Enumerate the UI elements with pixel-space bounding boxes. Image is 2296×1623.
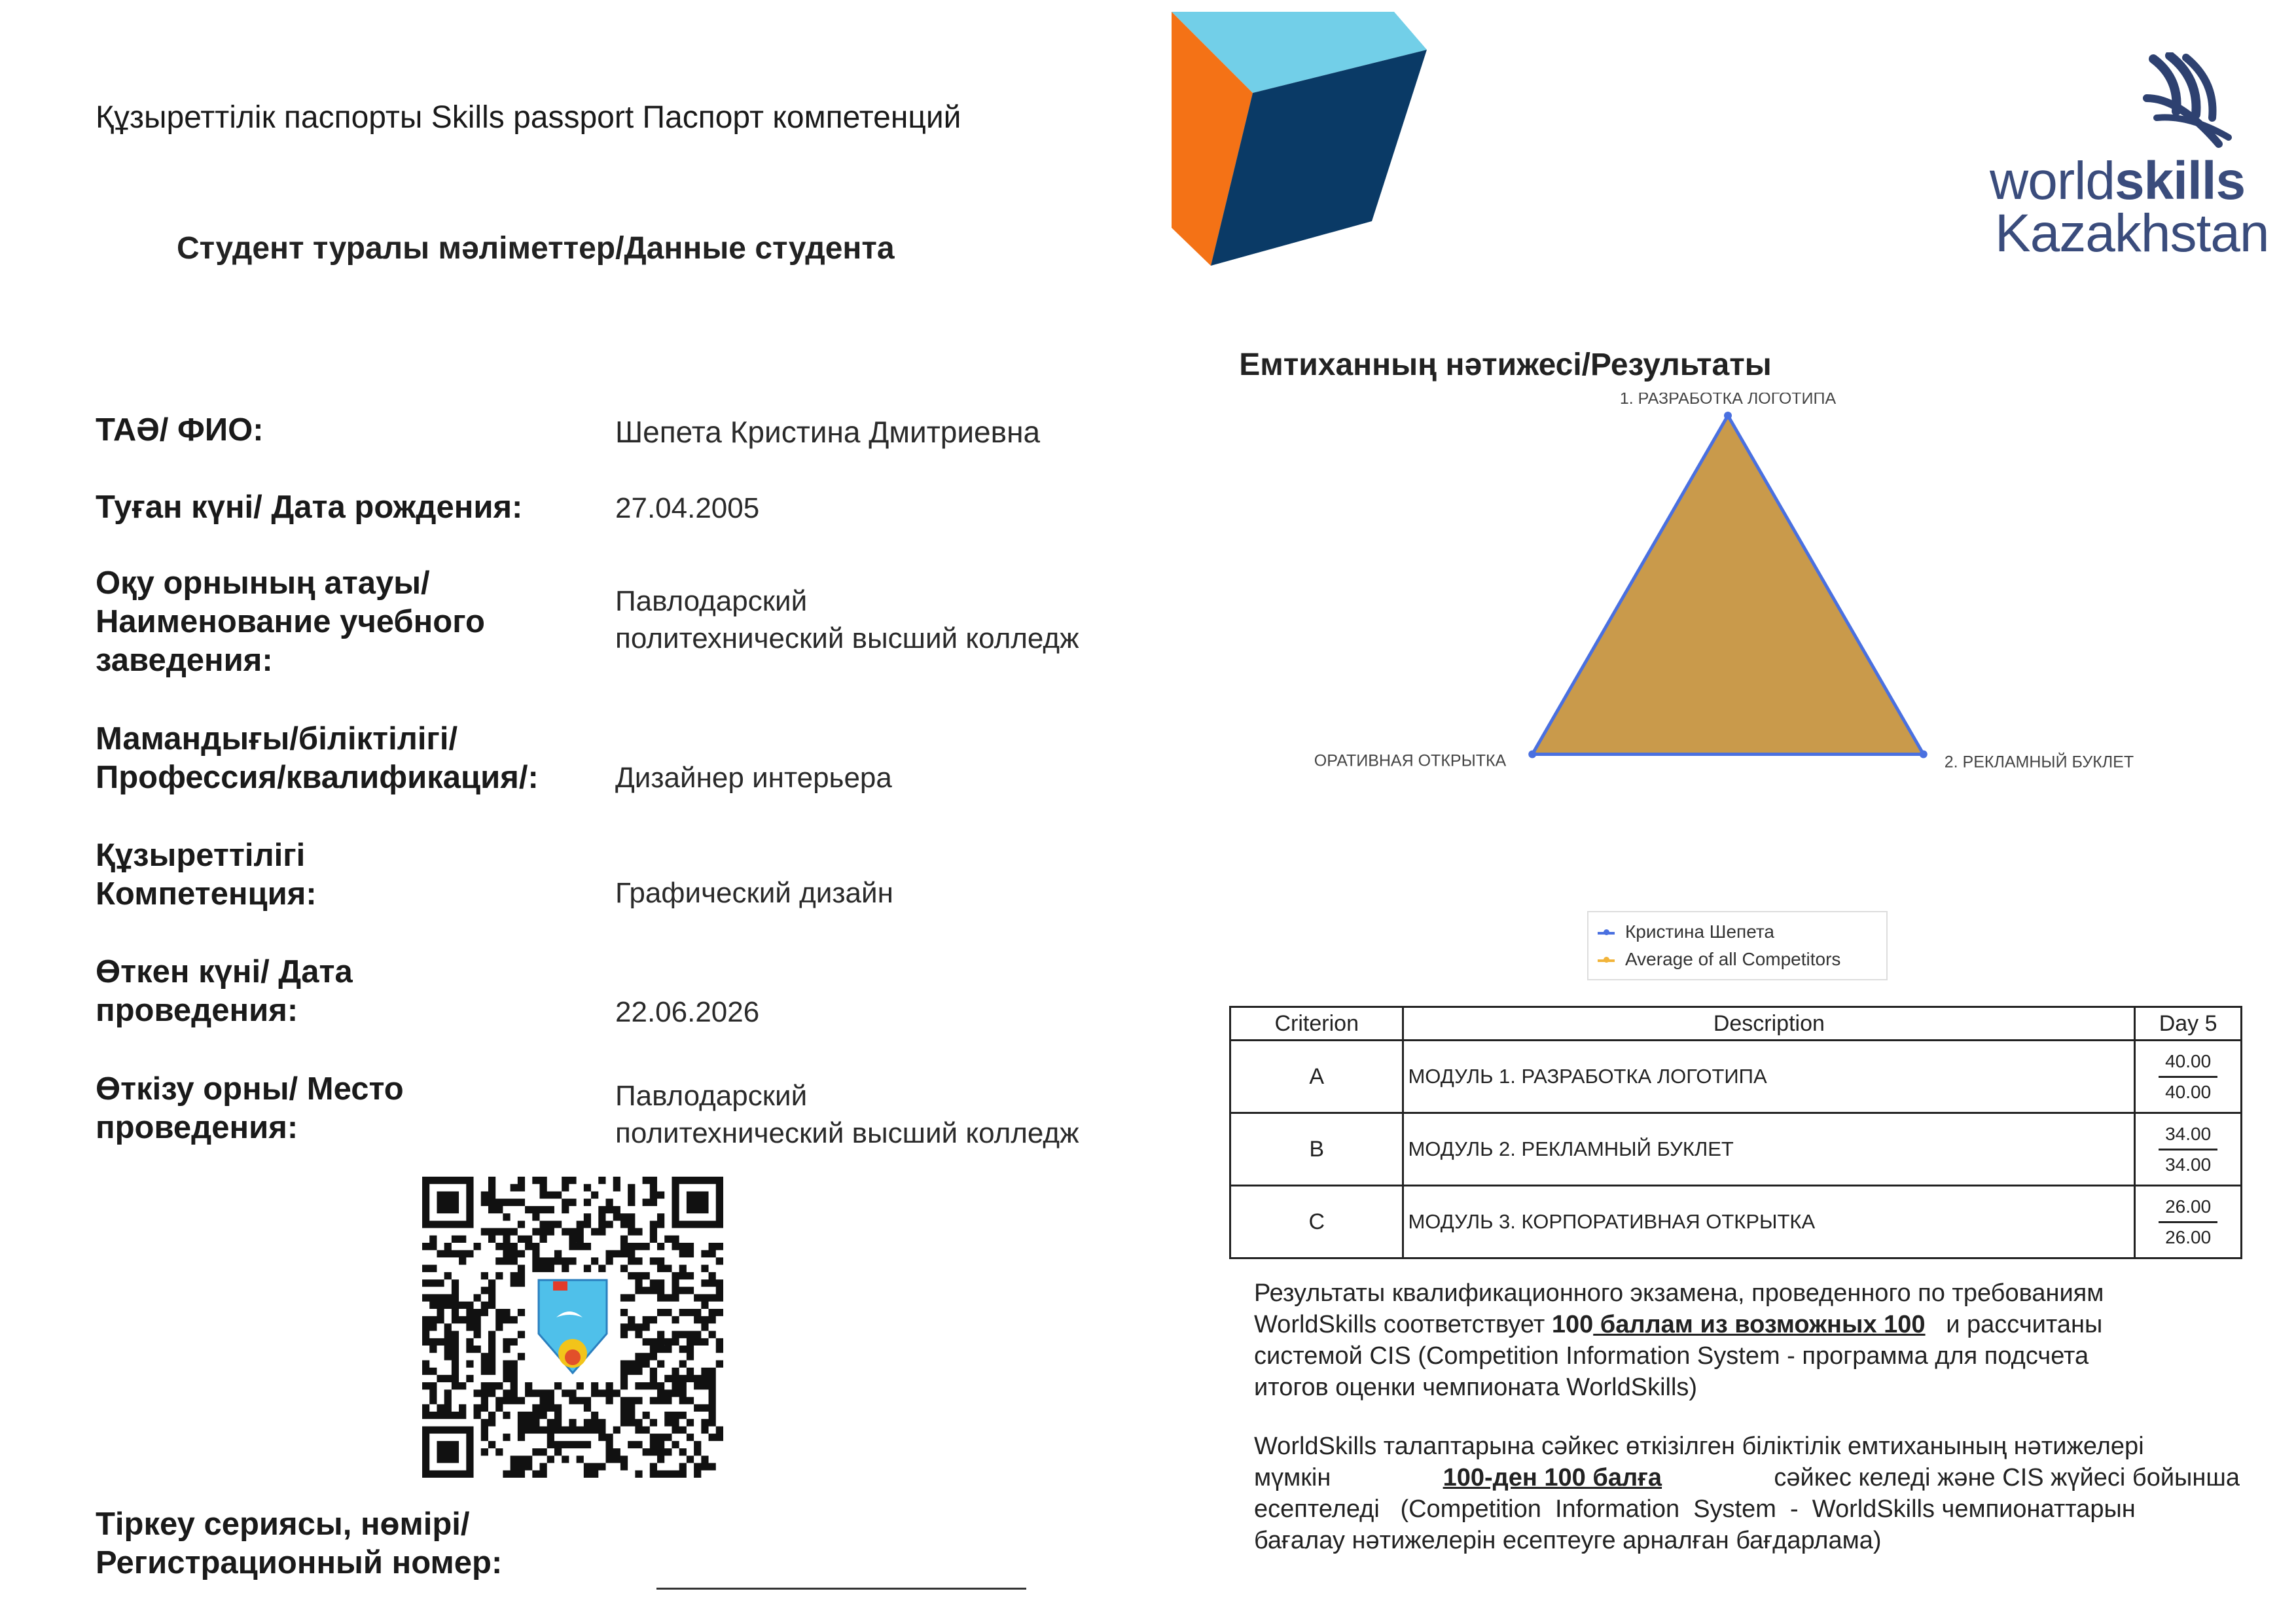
- score-cell: $\frac{34.00}{34.00}$: [2135, 1113, 2242, 1186]
- birth-label: Туған күні/ Дата рождения:: [96, 490, 523, 525]
- competence-value: Графический дизайн: [615, 877, 893, 909]
- registration-label: Тіркеу сериясы, нөмірі/ Регистрационный номер:: [96, 1507, 503, 1580]
- description-cell: МОДУЛЬ 2. РЕКЛАМНЫЙ БУКЛЕТ: [1403, 1113, 2135, 1186]
- score-cell: $\frac{40.00}{40.00}$: [2135, 1041, 2242, 1113]
- table-header-day: Day 5: [2135, 1007, 2242, 1041]
- profession-label: Мамандығы/біліктілігі/ Профессия/квалификация/:: [96, 721, 539, 795]
- college-emblem-icon: [533, 1274, 612, 1378]
- birth-value: 27.04.2005: [615, 492, 760, 524]
- student-section-title: Студент туралы мәліметтер/Данные студента: [177, 231, 895, 266]
- radar-series-fill: [1532, 416, 1924, 755]
- radar-axis-label-1: 1. РАЗРАБОТКА ЛОГОТИПА: [1619, 393, 1837, 408]
- legend-item-average: Average of all Competitors: [1598, 949, 1840, 970]
- results-title: Емтиханның нәтижесі/Результаты: [1239, 348, 1772, 382]
- chart-legend: [1587, 911, 1888, 980]
- table-row: [1230, 1186, 2242, 1258]
- description-cell: МОДУЛЬ 1. РАЗРАБОТКА ЛОГОТИПА: [1403, 1041, 2135, 1113]
- table-header-row: [1230, 1007, 2242, 1041]
- radar-chart: [1244, 393, 2212, 805]
- description-cell: МОДУЛЬ 3. КОРПОРАТИВНАЯ ОТКРЫТКА: [1403, 1186, 2135, 1258]
- worldskills-emblem-icon: [2140, 52, 2245, 151]
- legend-marker-icon: [1598, 959, 1615, 962]
- radar-point-1: [1724, 412, 1732, 419]
- legend-marker-icon: [1598, 932, 1615, 935]
- results-table: [1229, 1006, 2242, 1259]
- summary-kz: WorldSkills талаптарына сәйкес өткізілген біліктілік емтиханының нәтижелері мүмкін 100-ден 100 балға сәйкес келеді және CIS жүйесі бойынша есептеледі (Competition Information System - WorldSkills чемпионаттарын бағалау нәтижелерін есептеуге арналған бағдарлама): [1254, 1433, 2240, 1554]
- exam-place-label: Өткізу орны/ Место проведения:: [96, 1071, 404, 1145]
- page-title: Құзыреттілік паспорты Skills passport Паспорт компетенций: [96, 100, 961, 135]
- qr-code-icon: [422, 1177, 723, 1478]
- name-value: Шепета Кристина Дмитриевна: [615, 415, 1041, 449]
- radar-axis-label-3: ОРАТИВНАЯ ОТКРЫТКА: [1314, 751, 1507, 770]
- worldskills-logo-country: Kazakhstan: [1995, 204, 2269, 263]
- profession-value: Дизайнер интерьера: [615, 762, 892, 794]
- legend-item-student: Кристина Шепета: [1598, 921, 1774, 942]
- radar-axis-label-2: 2. РЕКЛАМНЫЙ БУКЛЕТ: [1944, 753, 2134, 772]
- radar-point-3: [1528, 751, 1536, 758]
- table-header-criterion: Criterion: [1230, 1007, 1403, 1041]
- exam-date-label: Өткен күні/ Дата проведения:: [96, 954, 353, 1028]
- school-value: Павлодарский политехнический высший колледж: [615, 585, 1079, 654]
- criterion-cell: A: [1230, 1041, 1403, 1113]
- competence-label: Құзыреттілігі Компетенция:: [96, 838, 317, 912]
- criterion-cell: B: [1230, 1113, 1403, 1186]
- registration-number-line: [656, 1588, 1026, 1590]
- exam-date-value: 22.06.2026: [615, 996, 760, 1028]
- table-header-description: Description: [1403, 1007, 2135, 1041]
- cube-logo-icon: [1172, 12, 1440, 274]
- school-label: Оқу орнының атауы/ Наименование учебного заведения:: [96, 565, 485, 678]
- criterion-cell: C: [1230, 1186, 1403, 1258]
- summary-ru: Результаты квалификационного экзамена, проведенного по требованиям WorldSkills соответствует 100 баллам из возможных 100 и рассчитаны системой CIS (Competition Information System - программа для подсчета итогов оценки чемпионата WorldSkills): [1254, 1279, 2104, 1401]
- score-cell: $\frac{26.00}{26.00}$: [2135, 1186, 2242, 1258]
- table-row: [1230, 1041, 2242, 1113]
- exam-place-value: Павлодарский политехнический высший колледж: [615, 1080, 1079, 1149]
- table-row: [1230, 1113, 2242, 1186]
- radar-point-2: [1920, 751, 1928, 758]
- worldskills-logo-text: worldskills: [1990, 151, 2246, 211]
- name-label: ТАӘ/ ФИО:: [96, 412, 264, 448]
